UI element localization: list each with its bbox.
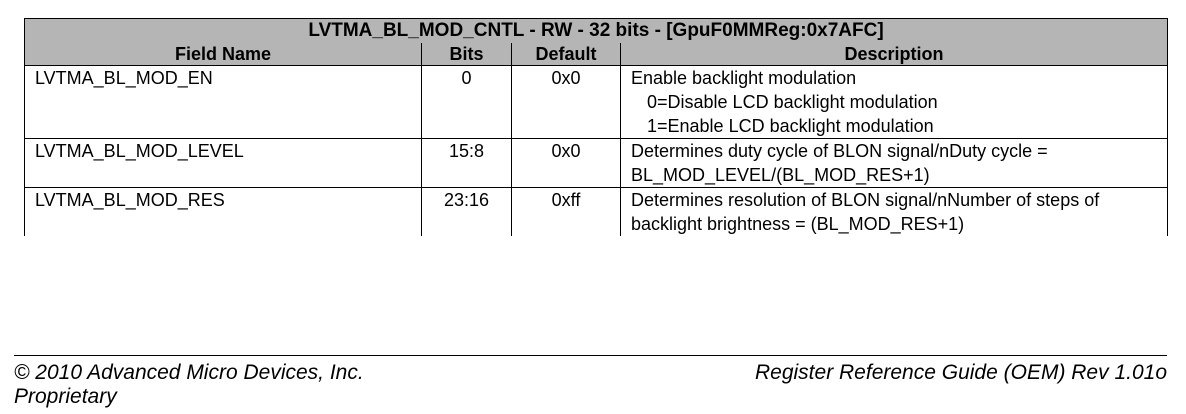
- field-name-cell: LVTMA_BL_MOD_LEVEL: [25, 139, 422, 188]
- footer-divider: [14, 355, 1167, 356]
- description-line: Enable backlight modulation: [631, 68, 857, 88]
- description-cell: [621, 139, 1168, 188]
- register-table: [24, 18, 1168, 236]
- description-line: 1=Enable LCD backlight modulation: [647, 116, 934, 136]
- table-row: [25, 66, 1168, 139]
- column-header-description: Description: [621, 43, 1168, 66]
- description-cell: [621, 66, 1168, 139]
- description-cell: [621, 188, 1168, 237]
- column-header-bits: Bits: [422, 43, 512, 66]
- field-name-cell: LVTMA_BL_MOD_RES: [25, 188, 422, 237]
- footer-guide-title: Register Reference Guide (OEM) Rev 1.01o: [754, 361, 1167, 384]
- register-title: LVTMA_BL_MOD_CNTL - RW - 32 bits - [GpuF0MMReg:0x7AFC]: [25, 19, 1168, 44]
- field-name-cell: LVTMA_BL_MOD_EN: [25, 66, 422, 139]
- column-header-row: [25, 43, 1168, 66]
- default-cell: 0x0: [512, 139, 621, 188]
- table-row: [25, 139, 1168, 188]
- bits-cell: 15:8: [422, 139, 512, 188]
- bits-cell: 0: [422, 66, 512, 139]
- column-header-field-name: Field Name: [25, 43, 422, 66]
- bits-cell: 23:16: [422, 188, 512, 237]
- default-cell: 0xff: [512, 188, 621, 237]
- column-header-default: Default: [512, 43, 621, 66]
- description-line: backlight brightness = (BL_MOD_RES+1): [631, 214, 965, 234]
- proprietary-text: Proprietary: [14, 385, 117, 408]
- copyright-text: © 2010 Advanced Micro Devices, Inc.: [14, 361, 364, 384]
- footer-copyright-block: [14, 361, 364, 409]
- default-cell: 0x0: [512, 66, 621, 139]
- description-line: BL_MOD_LEVEL/(BL_MOD_RES+1): [631, 165, 930, 185]
- description-line: Determines resolution of BLON signal/nNumber of steps of: [631, 190, 1100, 210]
- description-line: 0=Disable LCD backlight modulation: [647, 92, 938, 112]
- table-row: [25, 188, 1168, 237]
- description-line: Determines duty cycle of BLON signal/nDuty cycle =: [631, 141, 1048, 161]
